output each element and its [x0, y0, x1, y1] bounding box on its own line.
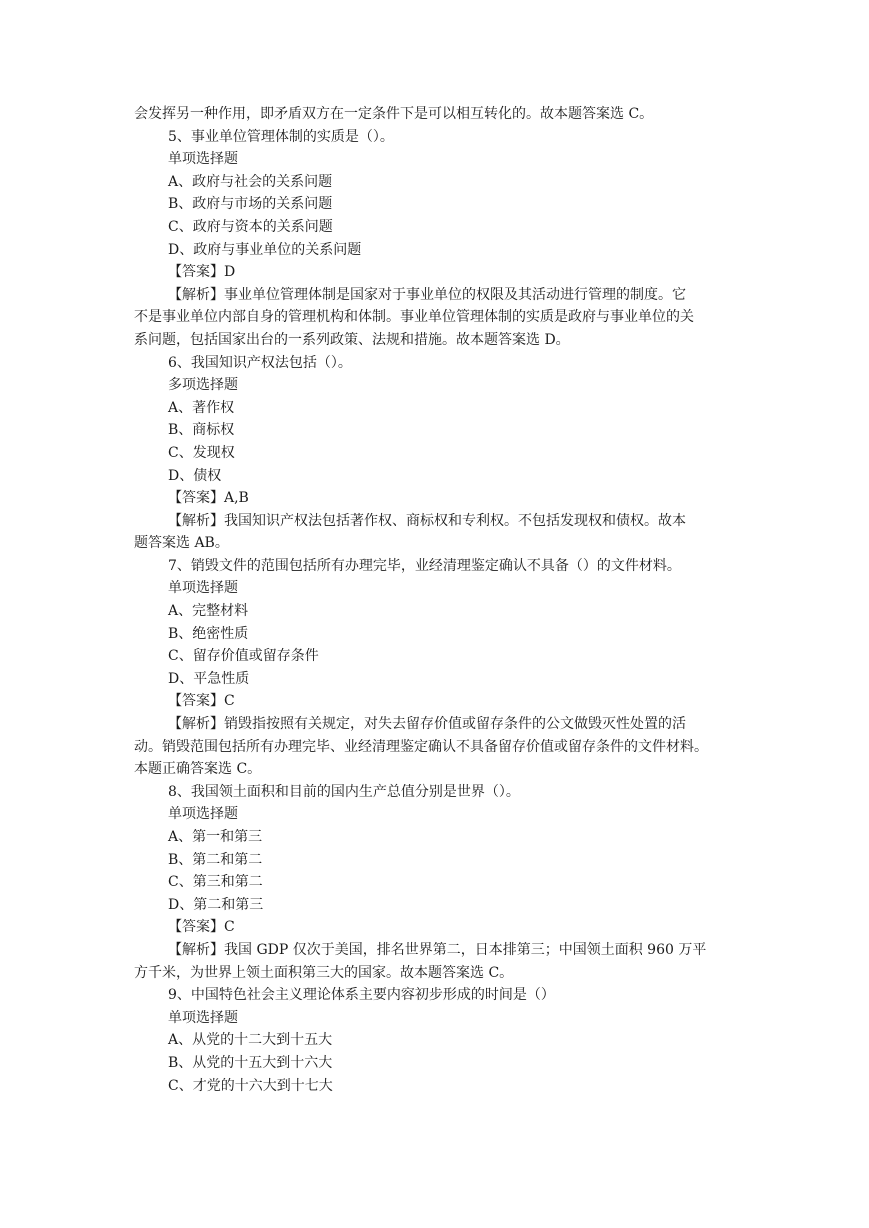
question-9	[134, 984, 740, 1097]
analysis-line: 【解析】销毁指按照有关规定，对失去留存价值或留存条件的公文做毁灭性处置的活	[168, 716, 686, 733]
option-b: B、政府与市场的关系问题	[168, 196, 333, 213]
question-type: 单项选择题	[168, 580, 238, 597]
question-stem: 8、我国领土面积和目前的国内生产总值分别是世界（）。	[168, 783, 520, 800]
option-a: A、完整材料	[168, 603, 249, 620]
option-b: B、从党的十五大到十六大	[168, 1054, 333, 1071]
question-stem: 5、事业单位管理体制的实质是（）。	[168, 128, 394, 145]
question-7	[134, 555, 740, 781]
option-a: A、政府与社会的关系问题	[168, 173, 333, 190]
question-type: 多项选择题	[168, 377, 238, 394]
intro-continuation: 会发挥另一种作用，即矛盾双方在一定条件下是可以相互转化的。故本题答案选 C。	[134, 106, 654, 122]
analysis-line: 方千米，为世界上领土面积第三大的国家。故本题答案选 C。	[134, 964, 514, 981]
analysis-line: 题答案选 AB。	[134, 535, 229, 552]
answer: 【答案】C	[168, 919, 235, 936]
analysis-line: 本题正确答案选 C。	[134, 761, 262, 778]
question-type: 单项选择题	[168, 806, 238, 823]
question-stem: 9、中国特色社会主义理论体系主要内容初步形成的时间是（）	[168, 987, 555, 1004]
question-type: 单项选择题	[168, 151, 238, 168]
question-stem: 7、销毁文件的范围包括所有办理完毕，业经清理鉴定确认不具备（）的文件材料。	[168, 557, 681, 574]
option-c: C、留存价值或留存条件	[168, 648, 319, 665]
analysis-line: 【解析】我国知识产权法包括著作权、商标权和专利权。不包括发现权和债权。故本	[168, 512, 686, 529]
question-6	[134, 352, 740, 555]
option-c: C、第三和第二	[168, 874, 263, 891]
option-b: B、第二和第二	[168, 851, 263, 868]
question-5	[134, 126, 740, 352]
question-stem: 6、我国知识产权法包括（）。	[168, 354, 352, 371]
question-type: 单项选择题	[168, 1009, 238, 1026]
option-d: D、平急性质	[168, 670, 250, 687]
option-c: C、发现权	[168, 444, 235, 461]
option-b: B、绝密性质	[168, 625, 249, 642]
analysis-line: 【解析】我国 GDP 仅次于美国，排名世界第二，日本排第三；中国领土面积 960 万平	[168, 941, 707, 958]
answer: 【答案】D	[168, 264, 236, 281]
option-a: A、第一和第三	[168, 829, 263, 845]
analysis-line: 系问题，包括国家出台的一系列政策、法规和措施。故本题答案选 D。	[134, 331, 570, 348]
analysis-line: 【解析】事业单位管理体制是国家对于事业单位的权限及其活动进行管理的制度。它	[168, 286, 686, 303]
option-d: D、第二和第三	[168, 896, 264, 913]
option-d: D、政府与事业单位的关系问题	[168, 241, 362, 258]
analysis-line: 不是事业单位内部自身的管理机构和体制。事业单位管理体制的实质是政府与事业单位的关	[134, 309, 694, 326]
option-c: C、政府与资本的关系问题	[168, 218, 333, 235]
answer: 【答案】A,B	[168, 490, 249, 507]
option-c: C、才党的十六大到十七大	[168, 1077, 333, 1094]
analysis-line: 动。销毁范围包括所有办理完毕、业经清理鉴定确认不具备留存价值或留存条件的文件材料。	[134, 738, 708, 755]
document-body	[134, 103, 740, 1097]
answer: 【答案】C	[168, 693, 235, 710]
option-b: B、商标权	[168, 422, 235, 439]
option-a: A、从党的十二大到十五大	[168, 1032, 333, 1049]
option-a: A、著作权	[168, 399, 235, 416]
option-d: D、债权	[168, 467, 222, 484]
question-8	[134, 781, 740, 984]
